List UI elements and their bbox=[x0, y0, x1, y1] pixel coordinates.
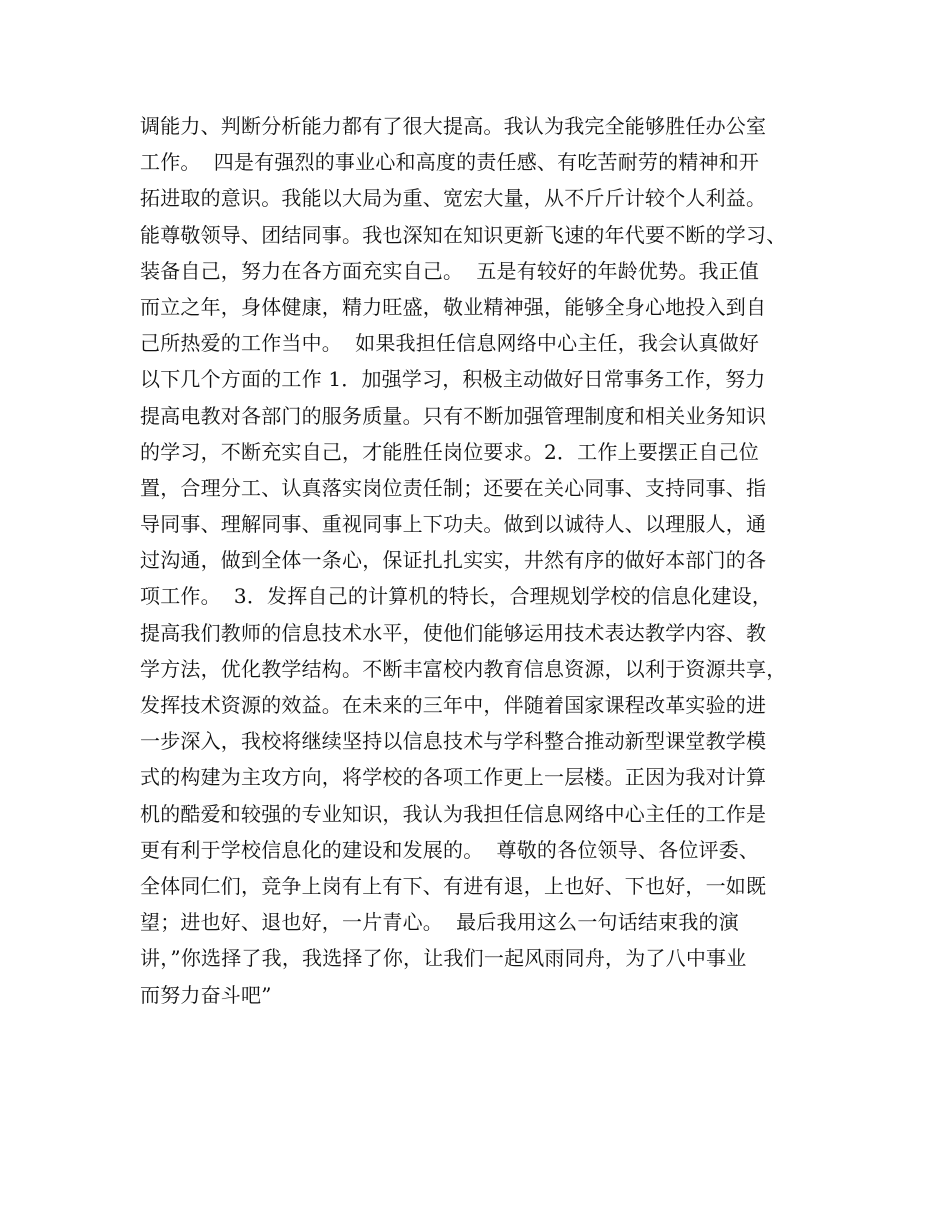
text-line: 式的构建为主攻方向，将学校的各项工作更上一层楼。正因为我对计算 bbox=[140, 765, 767, 790]
text-line: 发挥技术资源的效益。在未来的三年中，伴随着国家课程改革实验的进 bbox=[140, 693, 767, 717]
text-line: 能尊敬领导、团结同事。我也深知在知识更新飞速的年代要不断的学习、 bbox=[140, 222, 787, 247]
text-line: 导同事、理解同事、重视同事上下功夫。做到以诚待人、以理服人，通 bbox=[140, 512, 767, 537]
speech-body-text bbox=[140, 108, 830, 1013]
text-line: 置，合理分工、认真落实岗位责任制；还要在关心同事、支持同事、指 bbox=[140, 475, 767, 500]
text-line: 提高我们教师的信息技术水平，使他们能够运用技术表达教学内容、教 bbox=[140, 620, 767, 645]
text-line: 提高电教对各部门的服务质量。只有不断加强管理制度和相关业务知识 bbox=[140, 403, 767, 428]
text-line: 过沟通，做到全体一条心，保证扎扎实实，井然有序的做好本部门的各 bbox=[140, 548, 767, 573]
text-line: 而立之年，身体健康，精力旺盛，敬业精神强，能够全身心地投入到自 bbox=[140, 294, 767, 319]
text-line: 项工作。 3．发挥自己的计算机的特长，合理规划学校的信息化建设， bbox=[140, 584, 773, 609]
text-line: 调能力、判断分析能力都有了很大提高。我认为我完全能够胜任办公室 bbox=[140, 114, 767, 138]
text-line: 机的酷爱和较强的专业知识，我认为我担任信息网络中心主任的工作是 bbox=[140, 801, 767, 826]
text-line: 的学习，不断充实自己，才能胜任岗位要求。2．工作上要摆正自己位 bbox=[140, 439, 759, 464]
text-line: 以下几个方面的工作 1．加强学习，积极主动做好日常事务工作，努力 bbox=[140, 367, 766, 392]
text-line: 己所热爱的工作当中。 如果我担任信息网络中心主任，我会认真做好 bbox=[140, 331, 760, 356]
text-line: 装备自己，努力在各方面充实自己。 五是有较好的年龄优势。我正值 bbox=[140, 258, 760, 283]
text-line: 讲，”你选择了我，我选择了你，让我们一起风雨同舟，为了八中事业 bbox=[140, 946, 747, 971]
text-line: 而努力奋斗吧” bbox=[140, 982, 272, 1007]
text-line: 拓进取的意识。我能以大局为重、宽宏大量，从不斤斤计较个人利益。 bbox=[140, 186, 767, 211]
text-line: 全体同仁们，竞争上岗有上有下、有进有退，上也好、下也好，一如既 bbox=[140, 873, 767, 898]
text-line: 更有利于学校信息化的建设和发展的。 尊敬的各位领导、各位评委、 bbox=[140, 837, 760, 862]
text-line: 工作。 四是有强烈的事业心和高度的责任感、有吃苦耐劳的精神和开 bbox=[140, 150, 760, 175]
text-line: 一步深入，我校将继续坚持以信息技术与学科整合推动新型课堂教学模 bbox=[140, 729, 767, 754]
text-line: 学方法，优化教学结构。不断丰富校内教育信息资源，以利于资源共享， bbox=[140, 656, 787, 681]
text-line: 望；进也好、退也好，一片青心。 最后我用这么一句话结束我的演 bbox=[140, 910, 739, 935]
